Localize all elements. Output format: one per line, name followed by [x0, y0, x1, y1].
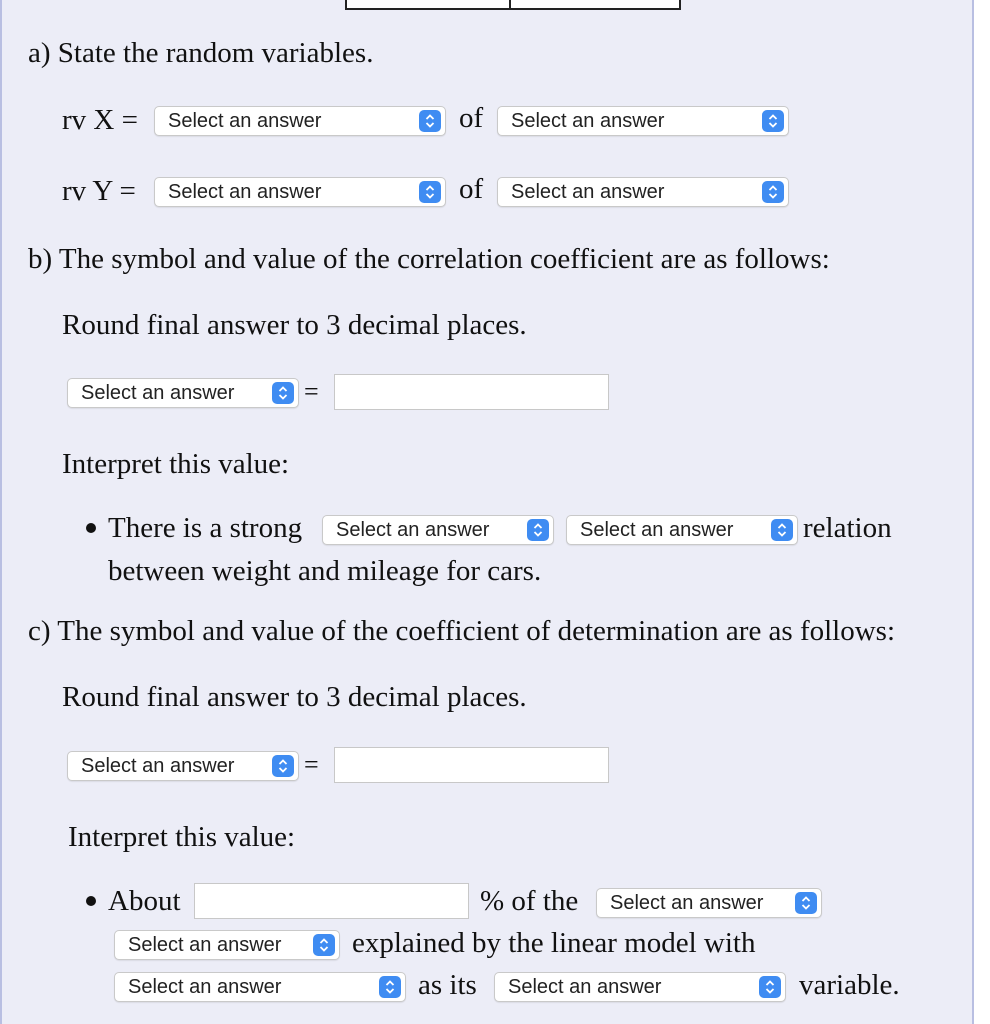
- bullet-text-start: There is a strong: [108, 512, 303, 544]
- chevron-updown-icon: [527, 519, 549, 541]
- explained-text: explained by the linear model with: [352, 927, 756, 959]
- select-value: Select an answer: [168, 109, 322, 132]
- percent-of-the-text: % of the: [480, 885, 579, 917]
- part-b-heading: b) The symbol and value of the correlation coefficient are as follows:: [28, 243, 830, 275]
- rv-x-object-select[interactable]: [497, 106, 789, 136]
- part-c-round-note: Round final answer to 3 decimal places.: [62, 681, 527, 713]
- rv-y-quantity-select[interactable]: [154, 177, 446, 207]
- select-value: Select an answer: [511, 109, 665, 132]
- select-value: Select an answer: [168, 180, 322, 203]
- strength-direction-select[interactable]: [322, 515, 554, 545]
- relation-type-select[interactable]: [566, 515, 798, 545]
- part-b-interpret-label: Interpret this value:: [62, 448, 290, 480]
- select-value: Select an answer: [336, 518, 490, 541]
- percent-input[interactable]: [194, 883, 469, 919]
- select-value: Select an answer: [610, 891, 764, 914]
- correlation-symbol-select[interactable]: [67, 378, 299, 408]
- select-value: Select an answer: [508, 975, 662, 998]
- chevron-updown-icon: [272, 755, 294, 777]
- part-b-round-note: Round final answer to 3 decimal places.: [62, 309, 527, 341]
- bullet-text-line2: between weight and mileage for cars.: [108, 555, 542, 587]
- chevron-updown-icon: [762, 110, 784, 132]
- part-c-interpret-label: Interpret this value:: [68, 821, 296, 853]
- chevron-updown-icon: [379, 976, 401, 998]
- chevron-updown-icon: [419, 181, 441, 203]
- response-variable-select[interactable]: [114, 930, 340, 960]
- part-a-heading: a) State the random variables.: [28, 37, 374, 69]
- data-table-bottom-edge: [345, 0, 681, 10]
- rv-y-label: rv Y =: [62, 175, 136, 207]
- as-its-text: as its: [418, 969, 477, 1001]
- select-value: Select an answer: [128, 975, 282, 998]
- determination-symbol-select[interactable]: [67, 751, 299, 781]
- select-value: Select an answer: [580, 518, 734, 541]
- about-text: About: [108, 885, 181, 917]
- rv-y-object-select[interactable]: [497, 177, 789, 207]
- equals-sign: =: [304, 750, 319, 779]
- model-variable-select[interactable]: [114, 972, 406, 1002]
- table-divider: [509, 0, 511, 10]
- chevron-updown-icon: [771, 519, 793, 541]
- correlation-value-input[interactable]: [334, 374, 609, 410]
- rv-x-of: of: [459, 102, 484, 134]
- rv-y-of: of: [459, 173, 484, 205]
- chevron-updown-icon: [313, 934, 335, 956]
- bullet-dot: [86, 523, 96, 533]
- variable-text: variable.: [799, 969, 900, 1001]
- select-value: Select an answer: [128, 933, 282, 956]
- chevron-updown-icon: [272, 382, 294, 404]
- chevron-updown-icon: [759, 976, 781, 998]
- variable-role-select[interactable]: [494, 972, 786, 1002]
- part-c-heading: c) The symbol and value of the coefficient of determination are as follows:: [28, 615, 896, 647]
- select-value: Select an answer: [81, 754, 235, 777]
- determination-value-input[interactable]: [334, 747, 609, 783]
- rv-x-label: rv X =: [62, 104, 138, 136]
- chevron-updown-icon: [762, 181, 784, 203]
- equals-sign: =: [304, 377, 319, 406]
- chevron-updown-icon: [795, 892, 817, 914]
- bullet-dot: [86, 896, 96, 906]
- select-value: Select an answer: [81, 381, 235, 404]
- chevron-updown-icon: [419, 110, 441, 132]
- rv-x-quantity-select[interactable]: [154, 106, 446, 136]
- bullet-text-relation: relation: [803, 512, 892, 544]
- variation-select[interactable]: [596, 888, 822, 918]
- select-value: Select an answer: [511, 180, 665, 203]
